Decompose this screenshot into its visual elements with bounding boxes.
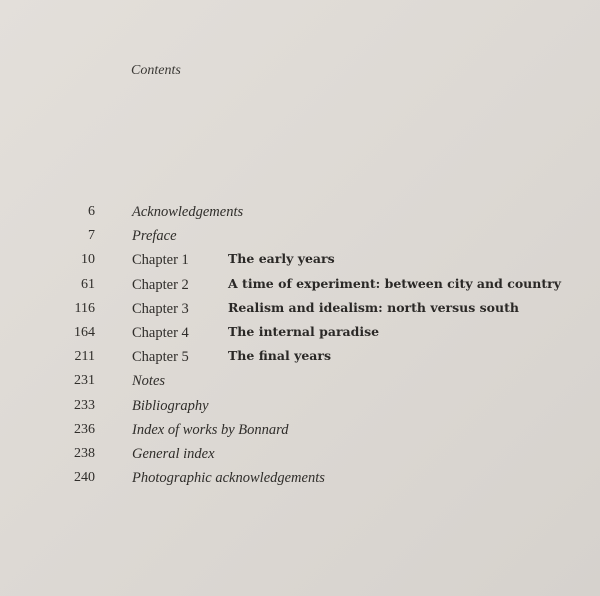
toc-chapter-title: The early years	[228, 251, 335, 267]
toc-page-number: 116	[74, 300, 95, 316]
toc-page-number: 211	[74, 349, 95, 365]
toc-chapter-label: Chapter 4	[132, 324, 189, 341]
toc-page-number: 164	[74, 324, 95, 340]
toc-row	[0, 274, 600, 298]
toc-label: Bibliography	[132, 397, 209, 414]
toc-row	[0, 322, 600, 346]
toc-chapter-title: The internal paradise	[228, 323, 380, 339]
toc-chapter-label: Chapter 1	[132, 252, 189, 269]
toc-page-number: 231	[74, 373, 95, 389]
toc-page-number: 233	[74, 397, 95, 413]
toc-chapter-label: Chapter 2	[132, 276, 189, 293]
toc-chapter-title: The final years	[228, 348, 332, 364]
toc-page-number: 240	[74, 470, 95, 486]
toc-page-number: 7	[88, 228, 95, 244]
toc-label: Acknowledgements	[132, 204, 244, 220]
toc-chapter-title: A time of experiment: between city and country	[228, 275, 561, 291]
toc-page-number: 236	[74, 421, 95, 437]
toc-label: Notes	[132, 373, 166, 390]
toc-page-number: 238	[74, 445, 95, 461]
toc-label: Index of works by Bonnard	[132, 421, 289, 438]
toc-row	[0, 443, 600, 467]
toc-label: General index	[132, 445, 215, 462]
toc-row	[0, 249, 600, 273]
toc-row	[0, 467, 600, 491]
toc-row	[0, 346, 600, 370]
toc-label: Preface	[132, 228, 177, 245]
toc-row	[0, 225, 600, 249]
toc-row	[0, 298, 600, 322]
toc-row	[0, 201, 600, 225]
toc-page-number: 6	[88, 204, 95, 219]
toc-row	[0, 395, 600, 419]
toc-row	[0, 370, 600, 394]
toc-label: Photographic acknowledgements	[132, 470, 325, 487]
toc-chapter-label: Chapter 3	[132, 300, 189, 317]
toc-chapter-title: Realism and idealism: north versus south	[228, 299, 519, 315]
toc-page-number: 10	[81, 252, 95, 268]
toc-page-number: 61	[81, 276, 95, 292]
table-of-contents	[0, 201, 600, 491]
toc-chapter-label: Chapter 5	[132, 349, 189, 366]
toc-row	[0, 419, 600, 443]
contents-heading: Contents	[131, 63, 181, 78]
